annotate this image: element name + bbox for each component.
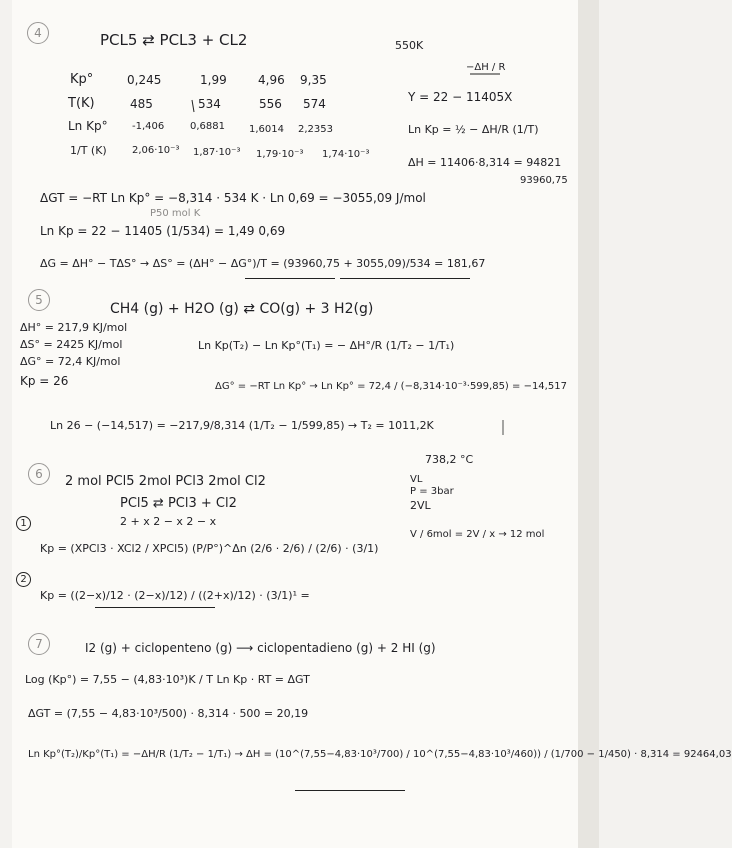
fraction-bar xyxy=(95,607,215,608)
fraction-bar xyxy=(340,278,470,279)
s5-kp: Kp = 26 xyxy=(20,374,69,388)
s6-initial: 2 + x 2 − x 2 − x xyxy=(120,515,217,528)
s5-t2-celsius: 738,2 °C xyxy=(425,453,474,466)
step-1-marker: 1 xyxy=(16,516,31,531)
s6-v2: 2VL xyxy=(410,499,431,512)
s4-t-value: 534 xyxy=(198,97,221,111)
s7-reaction: I2 (g) + ciclopenteno (g) ⟶ ciclopentadieno (g) + 2 HI (g) xyxy=(85,641,436,655)
section-5-number: 5 xyxy=(28,289,50,311)
s4-ln-value: -1,406 xyxy=(132,121,165,132)
s4-dh-over-r-note: −ΔH / R xyxy=(466,62,506,73)
section-7-number: 7 xyxy=(28,633,50,655)
s4-t-value: 574 xyxy=(303,97,326,111)
section-6-number: 6 xyxy=(28,463,50,485)
s4-ln-kp-line: Ln Kp = 22 − 11405 (1/534) = 1,49 0,69 xyxy=(40,224,286,238)
s4-linear-fit: Y = 22 − 11405X xyxy=(408,90,513,104)
s4-inv-value: 2,06·10⁻³ xyxy=(132,145,180,156)
s4-t-label: T(K) xyxy=(68,96,95,111)
s4-delta-h: ΔH = 11406·8,314 = 94821 xyxy=(408,156,562,169)
s4-ln-value: 1,6014 xyxy=(249,124,284,135)
s6-given: 2 mol PCl5 2mol PCl3 2mol Cl2 xyxy=(65,474,266,489)
s5-vant-hoff: Ln Kp(T₂) − Ln Kp°(T₁) = − ΔH°/R (1/T₂ − 1/T₁) xyxy=(198,339,455,352)
s4-kp-value: 4,96 xyxy=(258,73,285,87)
s4-inv-value: 1,79·10⁻³ xyxy=(256,149,304,160)
s4-kp-label: Kp° xyxy=(70,72,94,87)
s6-pressure: P = 3bar xyxy=(410,486,454,497)
s5-reaction: CH4 (g) + H2O (g) ⇄ CO(g) + 3 H2(g) xyxy=(110,301,374,317)
s4-inv-value: 1,74·10⁻³ xyxy=(322,149,370,160)
s7-log-kp-line: Log (Kp°) = 7,55 − (4,83·10³)K / T Ln Kp · RT = ΔGT xyxy=(25,673,310,686)
s6-reaction: PCl5 ⇄ PCl3 + Cl2 xyxy=(120,496,237,511)
s4-temperature: 550K xyxy=(395,39,424,52)
s4-ln-label: Ln Kp° xyxy=(68,119,108,133)
s4-reaction: PCL5 ⇄ PCL3 + CL2 xyxy=(100,31,248,49)
s4-kp-value: 9,35 xyxy=(300,73,327,87)
s4-inv-label: 1/T (K) xyxy=(70,144,107,157)
s4-ln-value: 2,2353 xyxy=(298,124,333,135)
s4-delta-g-line: ΔGT = −RT Ln Kp° = −8,314 · 534 K · Ln 0,69 = −3055,09 J/mol xyxy=(40,191,426,205)
page-edge xyxy=(578,0,599,848)
s5-calculation: Ln 26 − (−14,517) = −217,9/8,314 (1/T₂ − 1/599,85) → T₂ = 1011,2K xyxy=(50,419,434,432)
s4-scribble: P50 mol K xyxy=(150,208,201,219)
s4-ln-value: 0,6881 xyxy=(190,121,225,132)
s6-volume-ratio: V / 6mol = 2V / x → 12 mol xyxy=(410,529,545,540)
s4-t-value: 556 xyxy=(259,97,282,111)
s4-kp-value: 1,99 xyxy=(200,73,227,87)
s7-vant-hoff-calc: Ln Kp°(T₂)/Kp°(T₁) = −ΔH/R (1/T₂ − 1/T₁) → ΔH = (10^(7,55−4,83·10³/700) / 10^(7,55−4,83·10³/460)) / (1/700 − 1/450) · 8,314 = 92464,03 xyxy=(28,749,732,760)
s6-kp-expression-2: Kp = ((2−x)/12 · (2−x)/12) / ((2+x)/12) · (3/1)¹ = xyxy=(40,589,310,602)
s4-delta-h-corrected: 93960,75 xyxy=(520,175,568,186)
s4-inv-value: 1,87·10⁻³ xyxy=(193,147,241,158)
s4-kp-value: 0,245 xyxy=(127,73,162,87)
s5-delta-g-eq: ΔG° = −RT Ln Kp° → Ln Kp° = 72,4 / (−8,314·10⁻³·599,85) = −14,517 xyxy=(215,381,567,392)
s5-delta-h: ΔH° = 217,9 KJ/mol xyxy=(20,321,128,334)
section-4-number: 4 xyxy=(27,22,49,44)
s4-ln-formula: Ln Kp = ½ − ΔH/R (1/T) xyxy=(408,123,539,136)
s5-delta-s: ΔS° = 2425 KJ/mol xyxy=(20,338,123,351)
s5-delta-g: ΔG° = 72,4 KJ/mol xyxy=(20,355,121,368)
s4-delta-s-line: ΔG = ΔH° − TΔS° → ΔS° = (ΔH° − ΔG°)/T = (93960,75 + 3055,09)/534 = 181,67 xyxy=(40,257,486,270)
s4-t-value: 485 xyxy=(130,97,153,111)
s7-delta-g-line: ΔGT = (7,55 − 4,83·10³/500) · 8,314 · 500 = 20,19 xyxy=(28,707,309,720)
s6-kp-expression-1: Kp = (XPCl3 · XCl2 / XPCl5) (P/P°)^Δn (2/6 · 2/6) / (2/6) · (3/1) xyxy=(40,542,379,555)
fraction-bar xyxy=(295,790,405,791)
step-2-marker: 2 xyxy=(16,572,31,587)
s6-vl: VL xyxy=(410,474,423,485)
fraction-bar xyxy=(245,278,335,279)
